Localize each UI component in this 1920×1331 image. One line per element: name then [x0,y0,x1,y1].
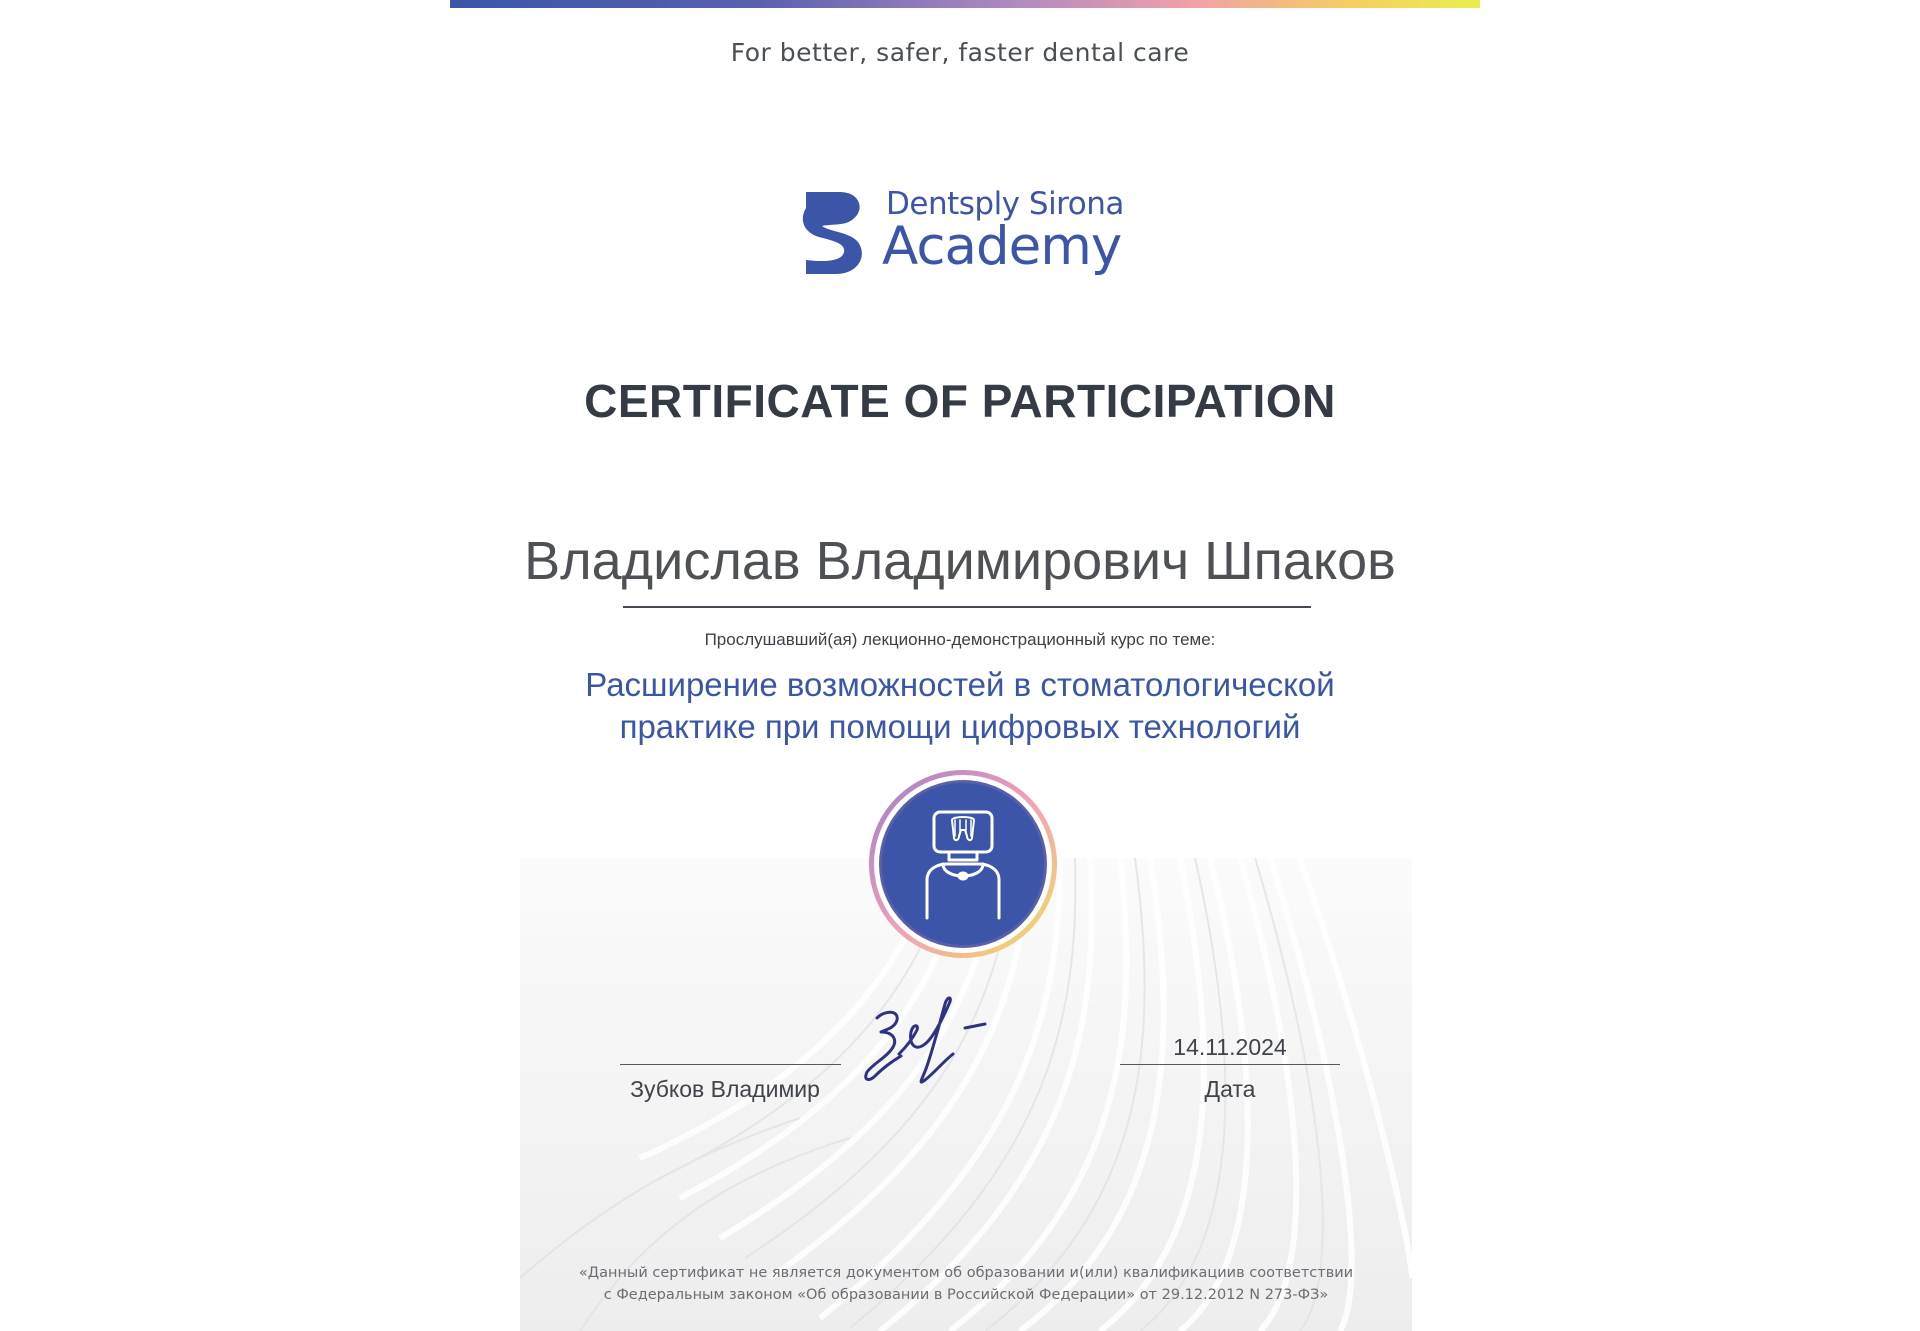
disclaimer-line-2: с Федеральным законом «Об образовании в Российской Федерации» от 29.12.2012 N 273-ФЗ» [603,1287,1329,1303]
date-label: Дата [1204,1076,1256,1102]
recipient-underline [623,606,1311,608]
tagline: For better, safer, faster dental care [730,38,1190,67]
course-title [0,664,1920,748]
academy-logo [800,186,1140,286]
signer-name: Зубков Владимир [630,1076,820,1102]
certificate-title: CERTIFICATE OF PARTICIPATION [584,375,1336,427]
date-line [1120,1064,1340,1065]
recipient-name: Владислав Владимирович Шпаков [524,531,1396,591]
signature-line [620,1064,841,1065]
course-title-line-1: Расширение возможностей в стоматологической [585,666,1335,703]
disclaimer-line-1: «Данный сертификат не является документом об образовании и(или) квалификациив соответствии [578,1265,1354,1281]
course-intro: Прослушавший(ая) лекционно-демонстрационный курс по теме: [704,630,1216,649]
legal-disclaimer [520,1262,1412,1306]
logo-academy-text: Academy [882,216,1122,277]
course-title-line-2: практике при помощи цифровых технологий [619,708,1301,745]
dental-scanner-icon [867,768,1059,960]
logo-brand-text: Dentsply Sirona [886,186,1124,222]
top-accent-bar [450,0,1480,8]
dentsply-s-mark-icon [800,190,866,274]
issue-date: 14.11.2024 [1173,1034,1287,1060]
